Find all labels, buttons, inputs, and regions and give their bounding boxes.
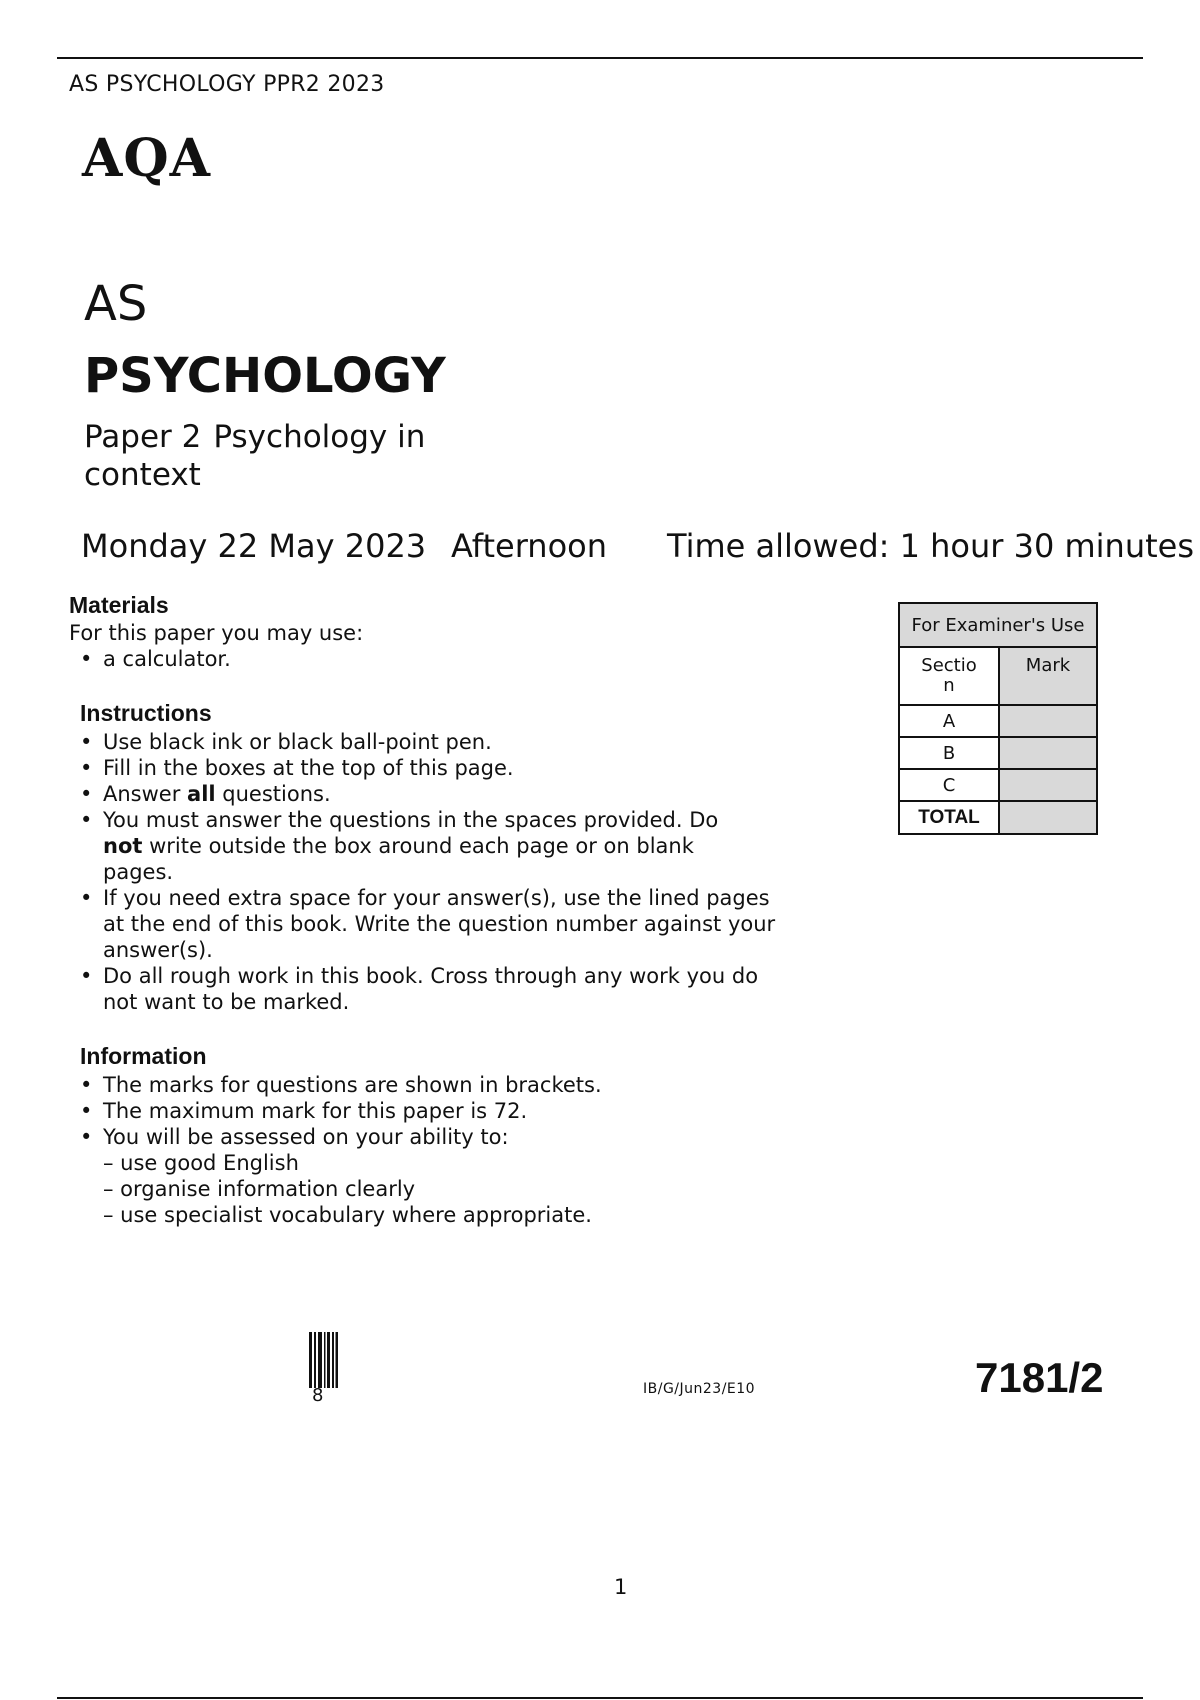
time-allowed: Time allowed: 1 hour 30 minutes	[667, 527, 1194, 565]
materials-list	[80, 646, 840, 672]
paper-code: 7181/2	[975, 1354, 1104, 1401]
list-subitem: – use good English	[103, 1151, 299, 1175]
bullet-icon: •	[80, 756, 93, 780]
section-a-mark	[999, 705, 1097, 737]
bullet-icon: •	[80, 808, 93, 832]
materials-intro: For this paper you may use:	[69, 621, 364, 645]
list-item: • Fill in the boxes at the top of this page.	[80, 756, 514, 780]
list-item: • a calculator.	[80, 647, 231, 671]
page-number: 1	[614, 1575, 628, 1599]
top-rule	[57, 57, 1143, 59]
section-c-mark	[999, 769, 1097, 801]
list-item: • If you need extra space for your answer(s), use the lined pages at the end of this book. Write the question number against your answer(s).	[80, 886, 776, 962]
bullet-icon: •	[80, 964, 93, 988]
list-item: • You must answer the questions in the spaces provided. Do not write outside the box around each page or on blank pages.	[80, 808, 719, 884]
paper-number: Paper 2	[84, 419, 202, 455]
bullet-icon: •	[80, 1073, 93, 1097]
section-a-label: A	[899, 705, 999, 737]
paper-title-line1: Psychology in	[213, 419, 426, 455]
list-item: • Do all rough work in this book. Cross through any work you do not want to be marked.	[80, 964, 759, 1014]
list-item: • The maximum mark for this paper is 72.	[80, 1099, 528, 1123]
materials-heading: Materials	[69, 592, 169, 618]
list-subitem: – use specialist vocabulary where appropriate.	[103, 1203, 592, 1227]
barcode-number: 8	[312, 1385, 324, 1406]
list-item: • Answer all questions.	[80, 782, 331, 806]
bullet-icon: •	[80, 730, 93, 754]
paper-title-line2: context	[84, 457, 201, 493]
bullet-icon: •	[80, 886, 93, 910]
section-c-label: C	[899, 769, 999, 801]
list-item: • You will be assessed on your ability to:	[80, 1125, 509, 1149]
list-item: • Use black ink or black ball-point pen.	[80, 730, 492, 754]
bullet-icon: •	[80, 1099, 93, 1123]
total-label: TOTAL	[899, 801, 999, 834]
subject-title: PSYCHOLOGY	[84, 348, 446, 404]
bottom-rule	[57, 1697, 1143, 1699]
section-column-header: Sectio n	[899, 647, 999, 705]
bullet-icon: •	[80, 1125, 93, 1149]
qualification-level: AS	[84, 276, 148, 332]
instructions-list	[80, 729, 840, 1015]
information-heading: Information	[80, 1043, 207, 1069]
section-b-label: B	[899, 737, 999, 769]
paper-title	[84, 418, 504, 494]
running-header: AS PSYCHOLOGY PPR2 2023	[69, 72, 385, 97]
examiner-table-title: For Examiner's Use	[899, 603, 1097, 647]
exam-date: Monday 22 May 2023	[81, 527, 427, 565]
bullet-icon: •	[80, 782, 93, 806]
list-subitem: – organise information clearly	[103, 1177, 416, 1201]
aqa-logo: AQA	[82, 128, 211, 189]
barcode-icon	[309, 1332, 339, 1388]
section-b-mark	[999, 737, 1097, 769]
total-mark	[999, 801, 1097, 834]
list-item: • The marks for questions are shown in brackets.	[80, 1073, 602, 1097]
examiner-use-table	[898, 602, 1098, 835]
mark-column-header: Mark	[999, 647, 1097, 705]
document-reference: IB/G/Jun23/E10	[643, 1381, 756, 1397]
bullet-icon: •	[80, 647, 93, 671]
exam-session: Afternoon	[451, 527, 607, 565]
information-list	[80, 1072, 840, 1228]
instructions-heading: Instructions	[80, 700, 212, 726]
